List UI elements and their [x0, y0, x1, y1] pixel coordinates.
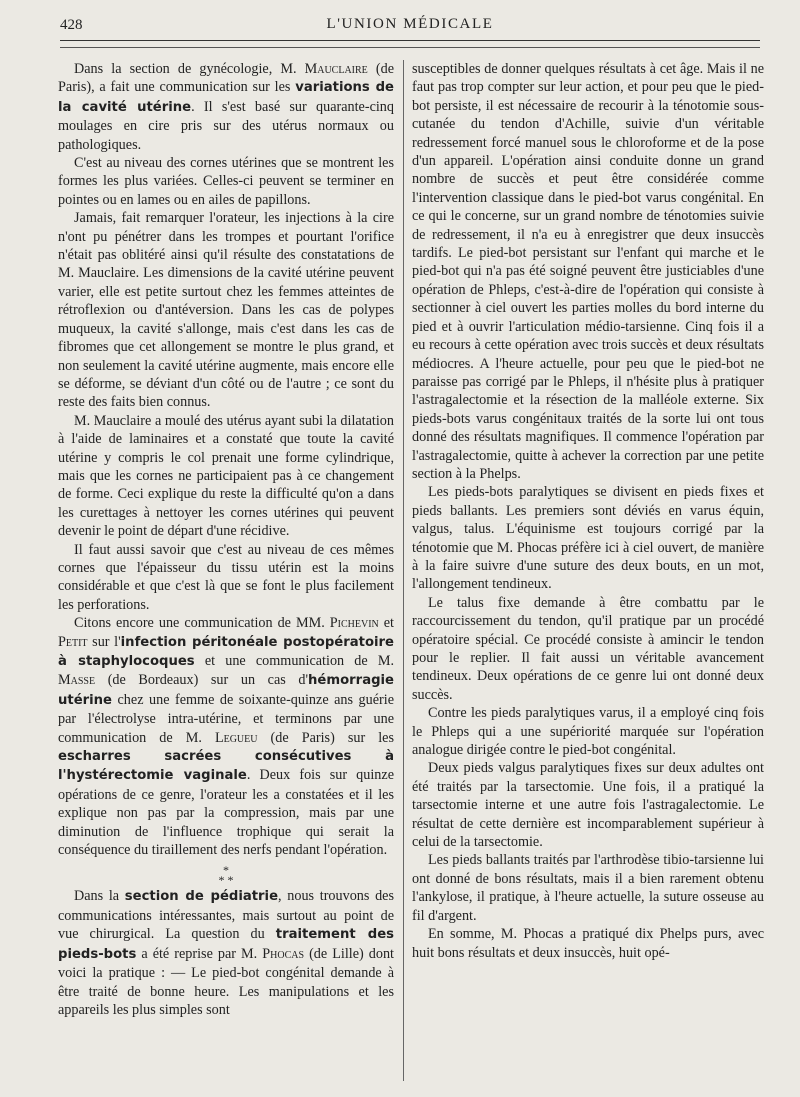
- author-name: Mauclaire: [304, 61, 368, 77]
- left-column: [58, 60, 394, 1081]
- running-title: L'UNION MÉDICALE: [326, 16, 494, 32]
- column-divider: [403, 60, 404, 1081]
- author-name: Phocas: [262, 945, 305, 962]
- page-number: 428: [60, 17, 83, 33]
- author-name: Leguеu: [214, 729, 258, 746]
- paragraph: Dans la section de gynécologie, M. Mauclaire (de Paris), a fait une communication sur les variations de la cavité utérine. Il s'est basé sur quarante-cinq moulages en cire pris sur des utérus normaux ou pathologiques.: [58, 61, 394, 153]
- paragraph: En somme, M. Phocas a pratiqué dix Phelps purs, avec huit bons résultats et deux insuccès, huit opé-: [412, 926, 764, 961]
- author-name: Petit: [58, 633, 88, 650]
- paragraph: susceptibles de donner quelques résultats à cet âge. Mais il ne faut pas trop compter sur leur action, et pour peu que le pied-bot persiste, il est nécessaire de recourir à la ténotomie sous-cutanée du tendon d'Achille, suivie d'un véritable redressement forcé manuel sous le chloroforme et de la pose d'un appareil. L'opération ainsi conduite donne un grand nombre de succès et peut être considérée comme l'intervention classique dans le pied-bot varus congénital. En ce qui le concerne, sur un grand nombre de ténotomies suivie de redressement, il n'a eu à enregistrer que deux insuccès tardifs. Le pied-bot persistant sur l'enfant qui marche et le pied-bot qui n'a pas été soigné peuvent être justiciables d'une opération de Phleps, c'est-à-dire de l'opération qui consiste à sectionner à ciel ouvert les parties molles du bord interne du pied et à ouvrir l'articulation médio-tarsienne. Cinq fois il a eu recours à cette opération avec trois succès et deux résultats médiocres. A l'heure actuelle, pour peu que le pied-bot ne paraisse pas corrigé par le Phleps, il n'hésite plus à pratiquer l'astragalectomie et la résection de la malléole externe. Six pieds-bots varus congénitaux traités de la sorte lui ont tous donné des résultats magnifiques. Il commence l'opération par l'astragalectomie, quitte à achever la correction par une petite section à la Phelps.: [412, 61, 764, 482]
- paragraph: C'est au niveau des cornes utérines que se montrent les formes les plus variées. Celles-ci peuvent se terminer en pointes ou en lames ou en ailes de papillons.: [58, 155, 394, 208]
- paragraph: Contre les pieds paralytiques varus, il a employé cinq fois le Phleps qui a une supériorité marquée sur l'opération analogue dirigée contre le pied-bot congénital.: [412, 705, 764, 759]
- header-rule: [60, 47, 760, 48]
- right-column: [412, 60, 764, 1081]
- page-header: [60, 14, 760, 41]
- bold-topic: traitement des pieds-bots: [58, 927, 394, 962]
- author-name: Masse: [58, 672, 96, 689]
- bold-topic: hémorragie utérine: [58, 673, 394, 708]
- paragraph: Le talus fixe demande à être combattu par le raccourcissement du tendon, qu'il pratique par un procédé opératoire spécial. Ce procédé consiste à amincir le tendon pour le replier. Il fait aussi un véritable avancement tendineux. Deux opérations de ce genre lui ont donné deux succès.: [412, 594, 764, 703]
- author-name: Pichevin: [329, 615, 379, 632]
- paragraph: Les pieds-bots paralytiques se divisent en pieds fixes et pieds ballants. Les premiers sont déviés en varus équin, valgus, talus. L'équinisme est toujours corrigé par la ténotomie que M. Phocas préfère ici à ciel ouvert, de manière à la faire suivre d'une suture des deux bouts, en un mot, l'allongement tendineux.: [412, 484, 764, 593]
- paragraph: M. Mauclaire a moulé des utérus ayant subi la dilatation à l'aide de laminaires et a constaté que toute la cavité utérine y compris le col prenait une forme cylindrique, mais que les cornes ne participaient pas à ce changement de forme. Ceci explique du reste la difficulté qu'on a dans les curettages à nettoyer les cornes utérines qui peuvent devenir le point de départ d'une récidive.: [58, 412, 394, 540]
- paragraph: Les pieds ballants traités par l'arthrodèse tibio-tarsienne lui ont donné de bons résultats, mais il a bien rarement obtenu l'ankylose, il pratique, à l'heure actuelle, la suture osseuse au fil d'argent.: [412, 852, 764, 924]
- paragraph: Jamais, fait remarquer l'orateur, les injections à la cire n'ont pu pénétrer dans les trompes et pourtant l'orifice n'était pas oblitéré ainsi qu'il résulte des constatations de M. Mauclaire. Les dimensions de la cavité utérine peuvent varier, elle est petite surtout chez les femmes atteintes de rétroflexion ou d'antéversion. Dans les cas de polypes muqueux, la cavité s'allonge, mais c'est dans les cas de fibromes que cet allongement se montre le plus grand, et non seulement la cavité utérine augmente, mais encore elle se déforme, se déviant d'un côté ou de l'autre ; ce sont du reste des faits bien connus.: [58, 210, 394, 411]
- paragraph: Deux pieds valgus paralytiques fixes sur deux adultes ont été traités par la tarsectomie. Une fois, il a pratiqué la tarsectomie interne et une autre fois l'astragalectomie. Le résultat de cette dernière est incomparablement supérieur à celui de la tarsectomie.: [412, 760, 764, 851]
- bold-topic: variations de la cavité utérine: [58, 80, 394, 115]
- paragraph: Citons encore une communication de MM. Pichevin et Petit sur l'infection péritonéale postopératoire à staphylocoques et une communication de M. Masse (de Bordeaux) sur un cas d'hémorragie utérine chez une femme de soixante-quinze ans guérie par l'électrolyse intra-utérine, et terminons par une communication de M. Leguеu (de Paris) sur les escharres sacrées consécutives à l'hystérectomie vaginale. Deux fois sur quinze opérations de ce genre, l'orateur les a constatées et il les explique non pas par la compression, mais par une diminution de l'influence trophique qui serait la conséquence du tiraillement des nerfs pendant l'opération.: [58, 615, 394, 859]
- bold-topic: infection péritonéale postopératoire à staphylocoques: [58, 634, 394, 669]
- paragraph: Dans la section de pédiatrie, nous trouvons des communications intéressantes, mais surtout au point de vue chirurgical. La question du traitement des pieds-bots a été reprise par M. Phocas (de Lille) dont voici la pratique : — Le pied-bot congénital demande à être traité de bonne heure. Les manipulations et les appareils les plus simples sont: [58, 888, 394, 1018]
- paragraph: Il faut aussi savoir que c'est au niveau de ces mêmes cornes que l'épaisseur du tissu utérin est la moins considérable et que c'est là que se font le plus facilement les perforations.: [58, 541, 394, 613]
- bold-topic: section de pédiatrie: [124, 889, 279, 905]
- bold-topic: escharres sacrées consécutives à l'hystérectomie vaginale: [58, 749, 394, 784]
- section-asterism: * * *: [218, 863, 234, 888]
